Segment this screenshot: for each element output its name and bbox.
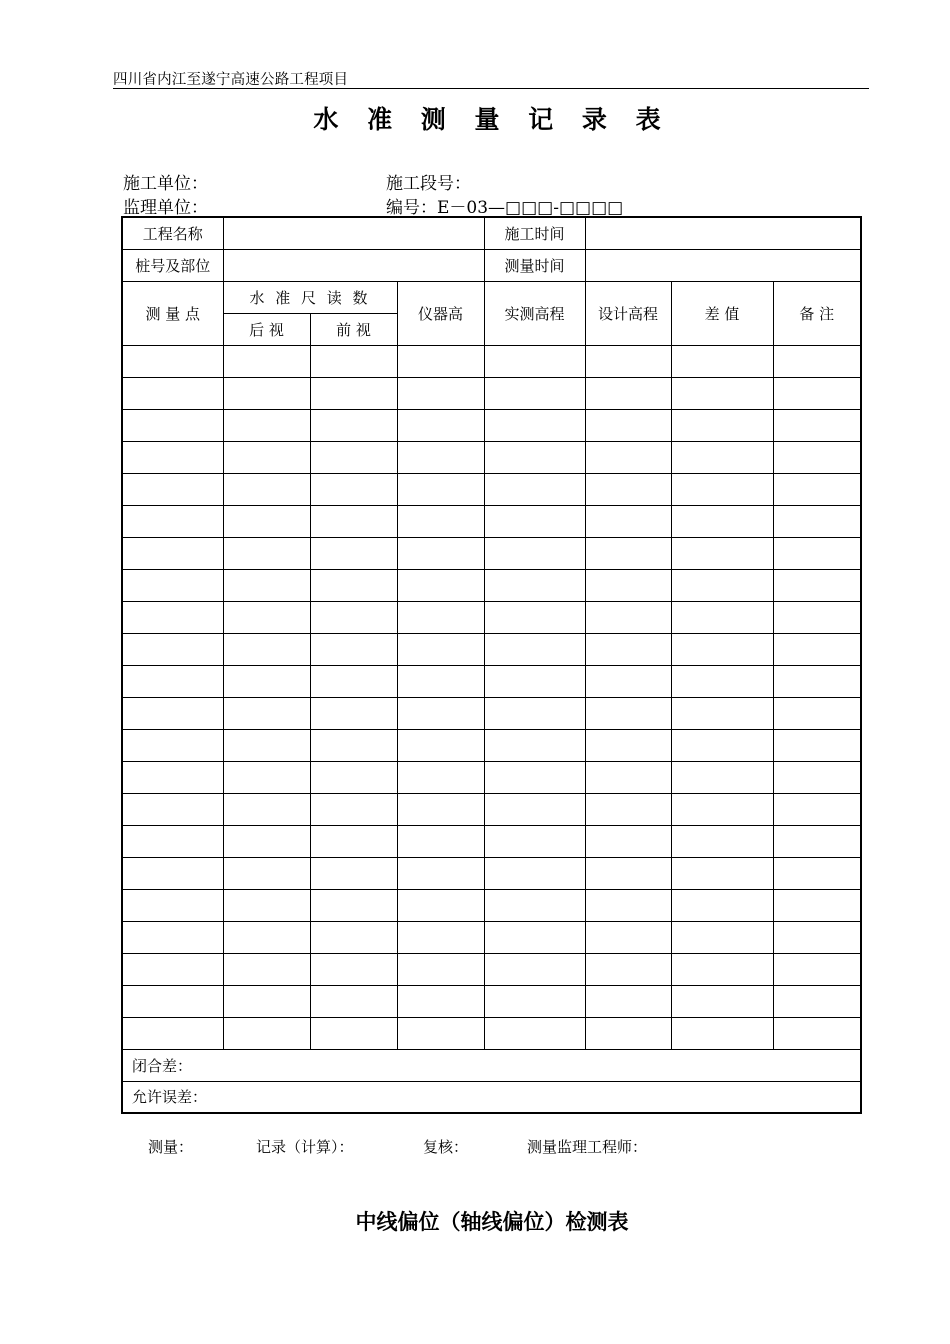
col-header-staff-reading: 水 准 尺 读 数 xyxy=(223,281,397,313)
table-cell[interactable] xyxy=(223,953,310,985)
table-cell[interactable] xyxy=(310,985,397,1017)
section-no-label: 施工段号： xyxy=(386,174,471,194)
table-cell[interactable] xyxy=(122,601,223,633)
table-cell[interactable] xyxy=(671,761,773,793)
table-cell[interactable] xyxy=(310,473,397,505)
table-cell[interactable] xyxy=(310,441,397,473)
table-cell[interactable] xyxy=(310,633,397,665)
table-cell[interactable] xyxy=(310,409,397,441)
table-cell[interactable] xyxy=(773,953,861,985)
table-cell[interactable] xyxy=(585,409,671,441)
table-cell[interactable] xyxy=(310,377,397,409)
table-cell[interactable] xyxy=(773,857,861,889)
table-cell[interactable] xyxy=(397,889,484,921)
allowable-error-label: 允许误差： xyxy=(122,1081,861,1113)
table-cell[interactable] xyxy=(484,1017,585,1049)
table-cell[interactable] xyxy=(484,953,585,985)
table-cell[interactable] xyxy=(671,633,773,665)
table-cell[interactable] xyxy=(223,601,310,633)
table-cell[interactable] xyxy=(585,985,671,1017)
table-cell[interactable] xyxy=(484,537,585,569)
table-cell[interactable] xyxy=(671,665,773,697)
table-cell[interactable] xyxy=(671,953,773,985)
table-cell[interactable] xyxy=(223,441,310,473)
table-cell[interactable] xyxy=(773,665,861,697)
table-cell[interactable] xyxy=(397,569,484,601)
footer-supervisor-label: 测量监理工程师： xyxy=(527,1138,648,1156)
table-cell[interactable] xyxy=(773,1017,861,1049)
table-cell[interactable] xyxy=(773,985,861,1017)
table-cell[interactable] xyxy=(585,921,671,953)
table-cell[interactable] xyxy=(122,409,223,441)
footer-review-label: 复核： xyxy=(423,1138,469,1156)
table-cell[interactable] xyxy=(122,1017,223,1049)
table-cell[interactable] xyxy=(122,665,223,697)
table-cell[interactable] xyxy=(671,345,773,377)
table-row xyxy=(122,633,861,665)
table-row xyxy=(122,953,861,985)
project-name-label: 工程名称 xyxy=(122,217,223,249)
table-cell[interactable] xyxy=(671,889,773,921)
table-cell[interactable] xyxy=(397,1017,484,1049)
table-cell[interactable] xyxy=(484,505,585,537)
table-cell[interactable] xyxy=(223,1017,310,1049)
col-header-backsight: 后 视 xyxy=(223,313,310,345)
table-cell[interactable] xyxy=(773,921,861,953)
table-cell[interactable] xyxy=(585,377,671,409)
table-cell[interactable] xyxy=(671,921,773,953)
table-cell[interactable] xyxy=(671,697,773,729)
table-cell[interactable] xyxy=(773,537,861,569)
table-cell[interactable] xyxy=(773,889,861,921)
table-cell[interactable] xyxy=(773,377,861,409)
col-header-measured-elevation: 实测高程 xyxy=(484,281,585,345)
table-cell[interactable] xyxy=(773,697,861,729)
table-cell[interactable] xyxy=(671,601,773,633)
table-cell[interactable] xyxy=(773,569,861,601)
table-cell[interactable] xyxy=(310,665,397,697)
table-cell[interactable] xyxy=(585,1017,671,1049)
table-cell[interactable] xyxy=(585,473,671,505)
table-cell[interactable] xyxy=(223,697,310,729)
table-row xyxy=(122,377,861,409)
table-cell[interactable] xyxy=(122,697,223,729)
table-cell[interactable] xyxy=(484,441,585,473)
table-row xyxy=(122,761,861,793)
table-cell[interactable] xyxy=(122,825,223,857)
table-cell[interactable] xyxy=(671,1017,773,1049)
station-label: 桩号及部位 xyxy=(122,249,223,281)
table-cell[interactable] xyxy=(397,761,484,793)
footer-record-label: 记录（计算）： xyxy=(256,1138,354,1156)
table-cell[interactable] xyxy=(671,857,773,889)
table-cell[interactable] xyxy=(397,793,484,825)
table-cell[interactable] xyxy=(122,537,223,569)
table-cell[interactable] xyxy=(310,825,397,857)
col-header-remarks: 备 注 xyxy=(773,281,861,345)
table-cell[interactable] xyxy=(585,953,671,985)
measure-time-cell[interactable] xyxy=(585,249,861,281)
table-cell[interactable] xyxy=(397,505,484,537)
table-cell[interactable] xyxy=(484,729,585,761)
col-header-point: 测 量 点 xyxy=(122,281,223,345)
closure-error-row xyxy=(122,1049,861,1081)
table-cell[interactable] xyxy=(671,505,773,537)
closure-error-label: 闭合差： xyxy=(122,1049,861,1081)
table-row xyxy=(122,537,861,569)
table-cell[interactable] xyxy=(223,569,310,601)
table-cell[interactable] xyxy=(310,345,397,377)
table-cell[interactable] xyxy=(585,505,671,537)
table-cell[interactable] xyxy=(585,889,671,921)
table-cell[interactable] xyxy=(223,793,310,825)
table-cell[interactable] xyxy=(397,857,484,889)
header-rule xyxy=(113,88,869,89)
table-cell[interactable] xyxy=(122,473,223,505)
col-header-foresight: 前 视 xyxy=(310,313,397,345)
table-cell[interactable] xyxy=(122,729,223,761)
table-cell[interactable] xyxy=(223,761,310,793)
table-row xyxy=(122,441,861,473)
project-name-row xyxy=(122,217,861,249)
table-cell[interactable] xyxy=(484,793,585,825)
table-cell[interactable] xyxy=(484,761,585,793)
table-row xyxy=(122,857,861,889)
table-cell[interactable] xyxy=(585,537,671,569)
table-cell[interactable] xyxy=(397,825,484,857)
table-cell[interactable] xyxy=(397,441,484,473)
table-cell[interactable] xyxy=(773,473,861,505)
table-cell[interactable] xyxy=(397,921,484,953)
table-row xyxy=(122,409,861,441)
table-cell[interactable] xyxy=(397,953,484,985)
table-row xyxy=(122,985,861,1017)
table-cell[interactable] xyxy=(484,857,585,889)
table-cell[interactable] xyxy=(223,889,310,921)
table-row xyxy=(122,889,861,921)
table-cell[interactable] xyxy=(397,729,484,761)
table-cell[interactable] xyxy=(223,921,310,953)
table-cell[interactable] xyxy=(773,729,861,761)
table-cell[interactable] xyxy=(484,825,585,857)
table-cell[interactable] xyxy=(484,985,585,1017)
table-cell[interactable] xyxy=(122,857,223,889)
table-cell[interactable] xyxy=(223,409,310,441)
construction-time-cell[interactable] xyxy=(585,217,861,249)
table-cell[interactable] xyxy=(484,665,585,697)
table-cell[interactable] xyxy=(671,729,773,761)
table-cell[interactable] xyxy=(310,505,397,537)
table-cell[interactable] xyxy=(122,921,223,953)
table-cell[interactable] xyxy=(223,985,310,1017)
table-cell[interactable] xyxy=(773,633,861,665)
table-cell[interactable] xyxy=(484,377,585,409)
table-cell[interactable] xyxy=(310,1017,397,1049)
table-cell[interactable] xyxy=(484,697,585,729)
table-cell[interactable] xyxy=(585,697,671,729)
table-cell[interactable] xyxy=(397,697,484,729)
table-cell[interactable] xyxy=(310,569,397,601)
table-cell[interactable] xyxy=(585,793,671,825)
table-cell[interactable] xyxy=(223,665,310,697)
table-cell[interactable] xyxy=(773,761,861,793)
table-cell[interactable] xyxy=(671,537,773,569)
table-cell[interactable] xyxy=(122,505,223,537)
col-header-design-elevation: 设计高程 xyxy=(585,281,671,345)
table-cell[interactable] xyxy=(397,665,484,697)
table-row xyxy=(122,601,861,633)
table-cell[interactable] xyxy=(773,601,861,633)
table-cell[interactable] xyxy=(671,985,773,1017)
station-cell[interactable] xyxy=(223,249,484,281)
table-cell[interactable] xyxy=(122,793,223,825)
table-cell[interactable] xyxy=(671,377,773,409)
table-cell[interactable] xyxy=(671,825,773,857)
table-row xyxy=(122,921,861,953)
table-cell[interactable] xyxy=(773,441,861,473)
table-cell[interactable] xyxy=(122,345,223,377)
table-cell[interactable] xyxy=(397,377,484,409)
table-cell[interactable] xyxy=(122,441,223,473)
table-cell[interactable] xyxy=(484,409,585,441)
table-cell[interactable] xyxy=(585,601,671,633)
table-cell[interactable] xyxy=(223,825,310,857)
table-cell[interactable] xyxy=(585,825,671,857)
table-cell[interactable] xyxy=(585,633,671,665)
table-cell[interactable] xyxy=(671,441,773,473)
table-row xyxy=(122,473,861,505)
table-row xyxy=(122,729,861,761)
table-cell[interactable] xyxy=(122,889,223,921)
footer-survey-label: 测量： xyxy=(148,1138,194,1156)
table-cell[interactable] xyxy=(223,377,310,409)
table-cell[interactable] xyxy=(310,921,397,953)
station-row xyxy=(122,249,861,281)
table-cell[interactable] xyxy=(397,409,484,441)
table-cell[interactable] xyxy=(310,697,397,729)
table-cell[interactable] xyxy=(585,569,671,601)
table-cell[interactable] xyxy=(671,793,773,825)
table-cell[interactable] xyxy=(484,601,585,633)
table-cell[interactable] xyxy=(773,793,861,825)
col-header-instrument-height: 仪器高 xyxy=(397,281,484,345)
serial-no-label: 编号：E－03—□□□-□□□□ xyxy=(386,198,624,218)
table-cell[interactable] xyxy=(310,761,397,793)
table-cell[interactable] xyxy=(671,409,773,441)
table-cell[interactable] xyxy=(310,601,397,633)
table-cell[interactable] xyxy=(397,601,484,633)
project-name-cell[interactable] xyxy=(223,217,484,249)
table-cell[interactable] xyxy=(585,441,671,473)
table-cell[interactable] xyxy=(122,633,223,665)
table-row xyxy=(122,345,861,377)
table-cell[interactable] xyxy=(484,345,585,377)
table-cell[interactable] xyxy=(585,665,671,697)
col-header-difference: 差 值 xyxy=(671,281,773,345)
measure-time-label: 测量时间 xyxy=(484,249,585,281)
table-cell[interactable] xyxy=(122,377,223,409)
table-cell[interactable] xyxy=(310,793,397,825)
table-cell[interactable] xyxy=(484,921,585,953)
table-cell[interactable] xyxy=(585,729,671,761)
supervision-unit-label: 监理单位： xyxy=(123,198,208,218)
table-cell[interactable] xyxy=(310,729,397,761)
table-cell[interactable] xyxy=(223,729,310,761)
table-cell[interactable] xyxy=(223,633,310,665)
table-cell[interactable] xyxy=(223,345,310,377)
table-cell[interactable] xyxy=(773,505,861,537)
form-title: 水 准 测 量 记 录 表 xyxy=(313,105,671,134)
table-cell[interactable] xyxy=(397,473,484,505)
table-row xyxy=(122,1017,861,1049)
table-cell[interactable] xyxy=(671,569,773,601)
table-cell[interactable] xyxy=(223,857,310,889)
allowable-error-row xyxy=(122,1081,861,1113)
column-header-row xyxy=(122,281,861,313)
table-cell[interactable] xyxy=(585,345,671,377)
table-cell[interactable] xyxy=(223,505,310,537)
table-row xyxy=(122,793,861,825)
table-cell[interactable] xyxy=(773,409,861,441)
leveling-record-table xyxy=(121,216,862,1114)
table-row xyxy=(122,569,861,601)
table-cell[interactable] xyxy=(122,985,223,1017)
table-cell[interactable] xyxy=(397,633,484,665)
table-cell[interactable] xyxy=(397,345,484,377)
table-cell[interactable] xyxy=(671,473,773,505)
table-cell[interactable] xyxy=(122,761,223,793)
table-row xyxy=(122,665,861,697)
table-row xyxy=(122,697,861,729)
table-row xyxy=(122,505,861,537)
table-cell[interactable] xyxy=(484,633,585,665)
table-cell[interactable] xyxy=(484,473,585,505)
project-name-header: 四川省内江至遂宁高速公路工程项目 xyxy=(113,72,349,88)
table-row xyxy=(122,825,861,857)
table-cell[interactable] xyxy=(310,857,397,889)
construction-unit-label: 施工单位： xyxy=(123,174,208,194)
table-cell[interactable] xyxy=(484,889,585,921)
table-cell[interactable] xyxy=(310,537,397,569)
table-cell[interactable] xyxy=(310,953,397,985)
table-cell[interactable] xyxy=(773,345,861,377)
table-cell[interactable] xyxy=(122,953,223,985)
table-cell[interactable] xyxy=(773,825,861,857)
table-cell[interactable] xyxy=(397,985,484,1017)
table-cell[interactable] xyxy=(223,537,310,569)
table-cell[interactable] xyxy=(122,569,223,601)
table-cell[interactable] xyxy=(310,889,397,921)
table-cell[interactable] xyxy=(585,761,671,793)
construction-time-label: 施工时间 xyxy=(484,217,585,249)
table-cell[interactable] xyxy=(484,569,585,601)
next-form-title: 中线偏位（轴线偏位）检测表 xyxy=(355,1210,629,1234)
table-cell[interactable] xyxy=(223,473,310,505)
table-cell[interactable] xyxy=(397,537,484,569)
table-cell[interactable] xyxy=(585,857,671,889)
